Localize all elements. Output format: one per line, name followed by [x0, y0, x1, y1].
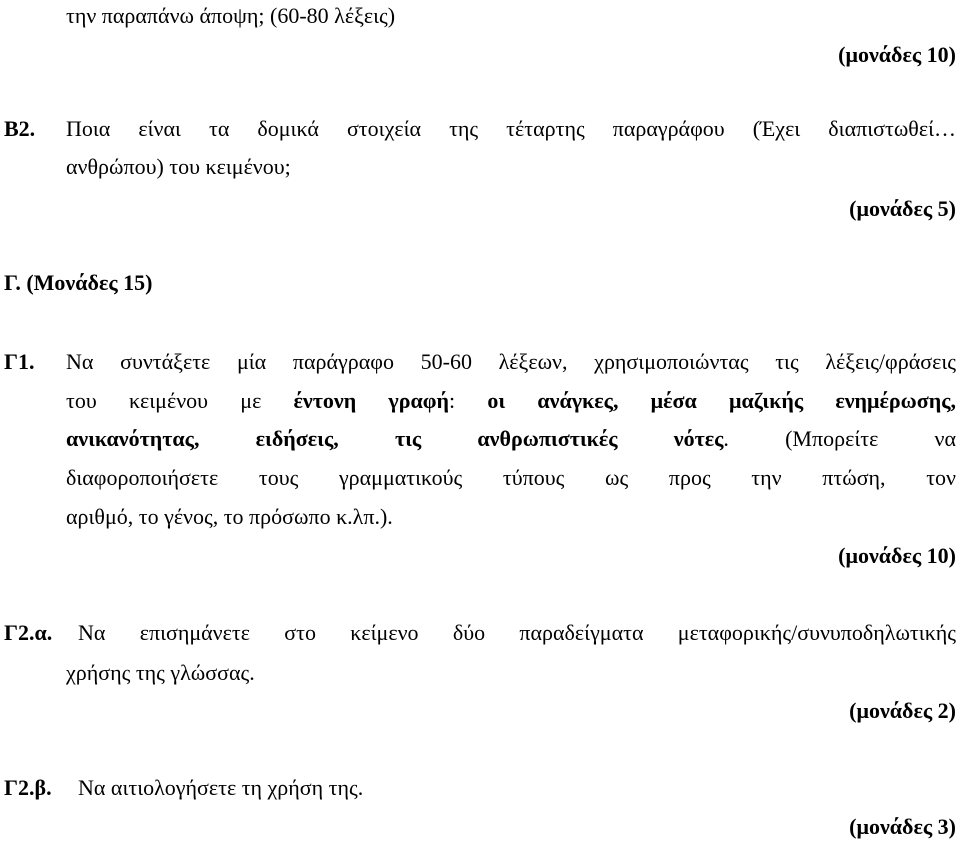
- c2b-marks: (μονάδες 3): [849, 814, 956, 839]
- c1-line1: Να συντάξετε μία παράγραφο 50-60 λέξεων, χρησιμοποιώντας τις λέξεις/φράσεις: [66, 349, 956, 374]
- c2b-label: Γ2.β.: [4, 775, 52, 800]
- c1-line3-rest: . (Μπορείτε να: [723, 426, 956, 451]
- c1-marks: (μονάδες 10): [838, 543, 956, 568]
- b2-line1: Ποια είναι τα δομικά στοιχεία της τέταρτης παραγράφου (Έχει διαπιστωθεί…: [66, 116, 956, 141]
- c1-bold-words-2: ανικανότητας, ειδήσεις, τις ανθρωπιστικές νότες: [66, 426, 724, 451]
- c2a-line2: χρήσης της γλώσσας.: [66, 660, 255, 685]
- c2a-label: Γ2.α.: [4, 620, 53, 645]
- intro-marks: (μονάδες 10): [838, 42, 956, 67]
- c1-label: Γ1.: [4, 349, 35, 374]
- intro-line: την παραπάνω άποψη; (60-80 λέξεις): [66, 3, 396, 28]
- b2-label: Β2.: [4, 116, 36, 141]
- c1-line5: αριθμό, το γένος, το πρόσωπο κ.λπ.).: [66, 504, 393, 529]
- c2a-line1: Να επισημάνετε στο κείμενο δύο παραδείγματα μεταφορικής/συνυποδηλωτικής: [78, 620, 956, 645]
- c1-bold-label: έντονη γραφή: [293, 388, 449, 413]
- c1-line4: διαφοροποιήσετε τους γραμματικούς τύπους ως προς την πτώση, τον: [66, 465, 956, 490]
- c2b-line1: Να αιτιολογήσετε τη χρήση της.: [78, 775, 364, 800]
- c1-line2: [66, 390, 956, 412]
- section-c-heading: Γ. (Μονάδες 15): [4, 270, 153, 295]
- b2-marks: (μονάδες 5): [849, 196, 956, 221]
- c1-bold-words-1: οι ανάγκες, μέσα μαζικής ενημέρωσης,: [487, 388, 957, 413]
- b2-line2: ανθρώπου) του κειμένου;: [66, 154, 291, 179]
- c2a-marks: (μονάδες 2): [849, 698, 956, 723]
- c1-line2-prefix: του κειμένου με: [66, 388, 262, 413]
- c1-line3: [66, 428, 956, 450]
- c1-line2-colon: :: [449, 388, 456, 413]
